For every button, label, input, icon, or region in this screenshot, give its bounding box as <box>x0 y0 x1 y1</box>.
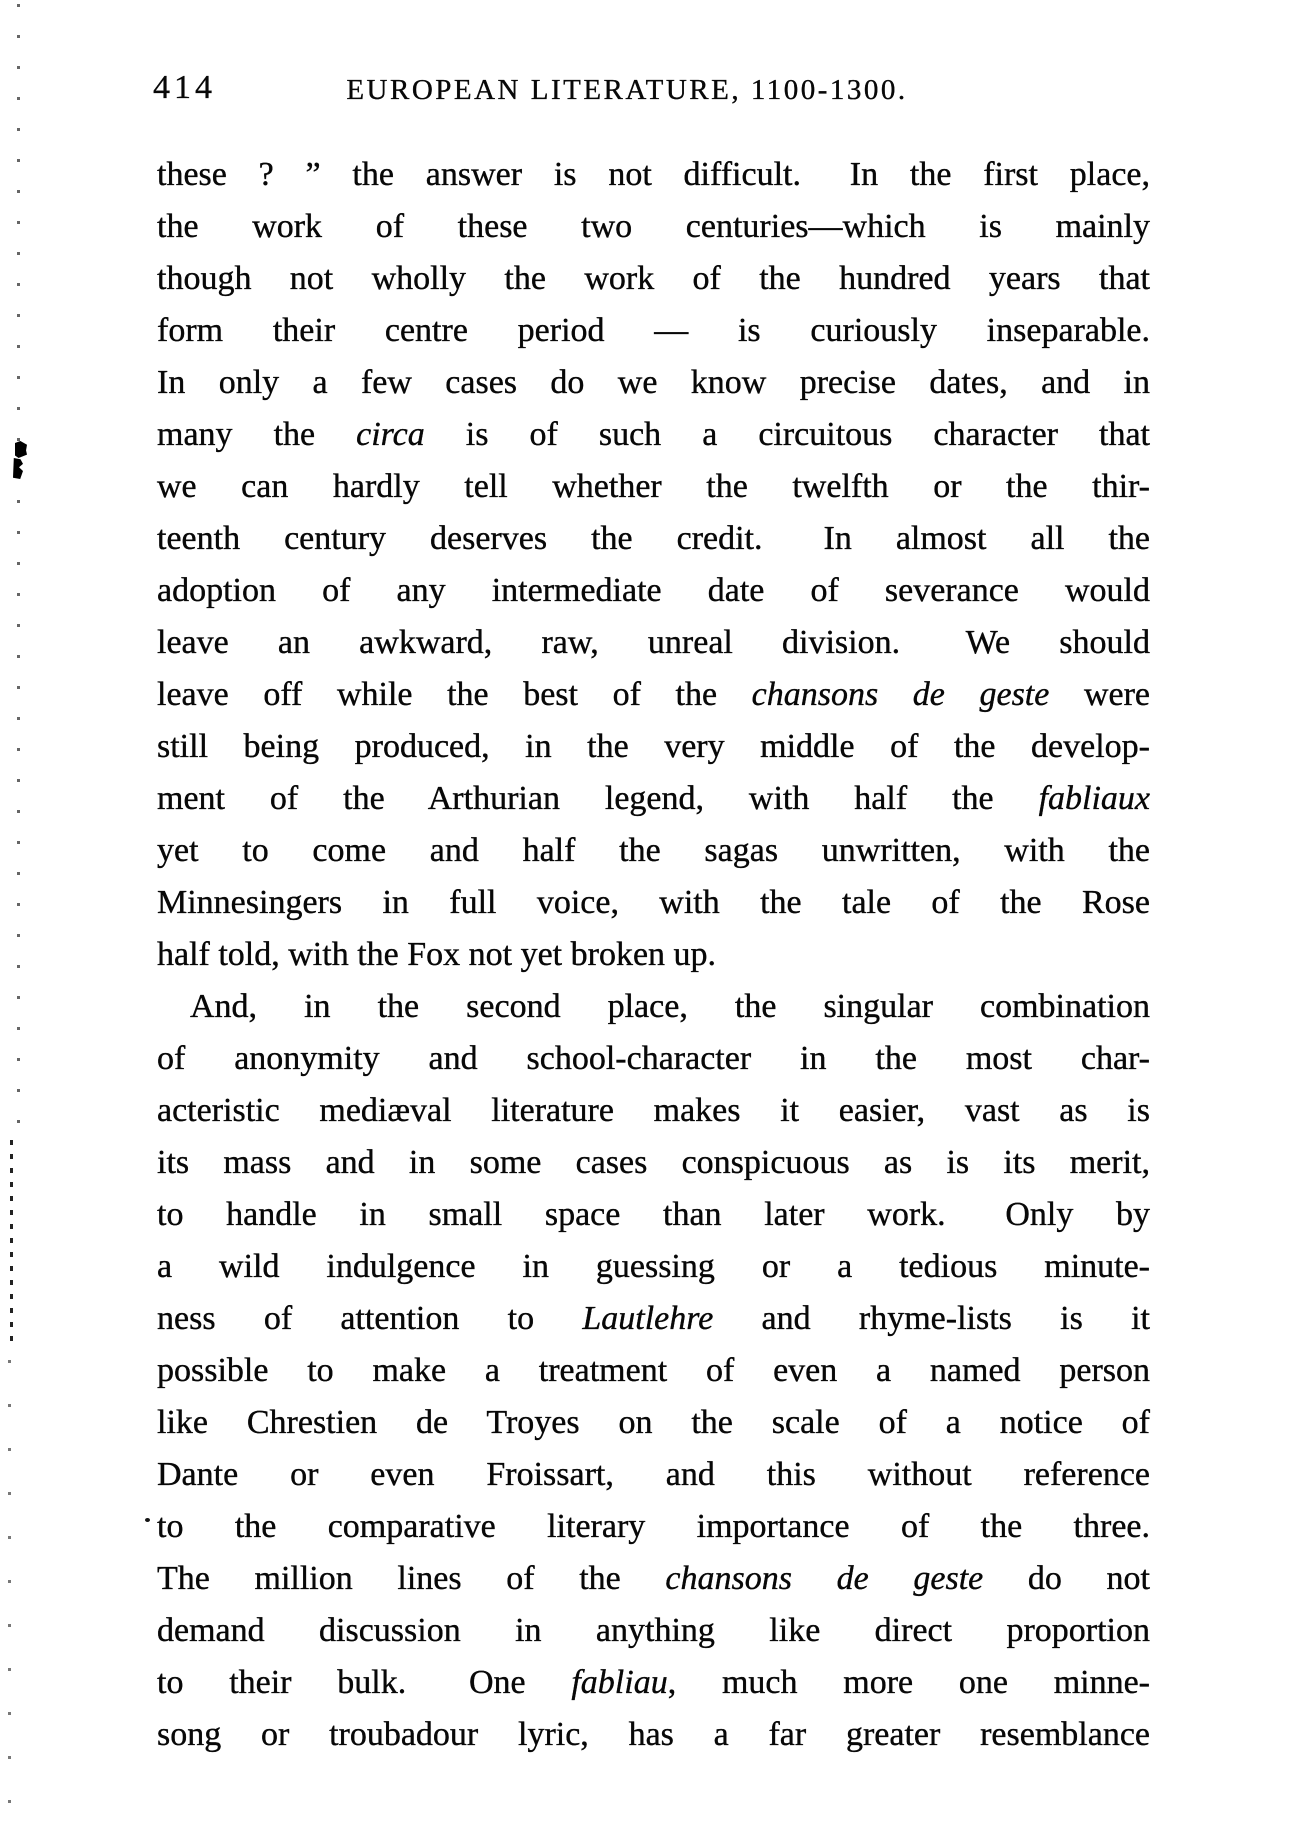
text-line <box>157 1553 1150 1605</box>
text-segment: demand discussion in anything like direct proportion <box>157 1612 1150 1649</box>
text-segment: half told, with the Fox not yet broken up. <box>157 936 717 973</box>
italic-text: fabliau <box>571 1664 668 1701</box>
text-line <box>157 669 1150 721</box>
text-line <box>157 461 1150 513</box>
text-line <box>157 1085 1150 1137</box>
text-line <box>157 409 1150 461</box>
paragraph <box>157 981 1150 1761</box>
text-line <box>157 1605 1150 1657</box>
text-segment: to the comparative literary importance of the three. <box>157 1508 1150 1545</box>
text-segment: Minnesingers in full voice, with the tale of the Rose <box>157 884 1150 921</box>
text-line <box>157 1189 1150 1241</box>
text-segment: teenth century deserves the credit. In almost all the <box>157 520 1150 557</box>
text-line <box>157 1501 1150 1553</box>
text-segment: still being produced, in the very middle of the develop- <box>157 728 1150 765</box>
text-line <box>157 1137 1150 1189</box>
text-segment: the work of these two centuries—which is mainly <box>157 208 1150 245</box>
text-line <box>157 1293 1150 1345</box>
scan-edge-dots-top <box>17 4 20 1144</box>
text-segment: leave off while the best of the <box>157 676 752 713</box>
text-line <box>157 253 1150 305</box>
text-line <box>157 721 1150 773</box>
italic-text: chansons de geste <box>751 676 1050 713</box>
page-number: 414 <box>153 69 216 106</box>
text-segment: of anonymity and school-character in the most char- <box>157 1040 1150 1077</box>
running-header-title: EUROPEAN LITERATURE, 1100-1300. <box>346 74 908 106</box>
italic-text: Lautlehre <box>582 1300 714 1337</box>
text-segment: a wild indulgence in guessing or a tedious minute- <box>157 1248 1150 1285</box>
text-segment: like Chrestien de Troyes on the scale of a notice of <box>157 1404 1150 1441</box>
text-segment: is of such a circuitous character that <box>424 416 1150 453</box>
text-segment: adoption of any intermediate date of severance would <box>157 572 1150 609</box>
text-line <box>157 149 1150 201</box>
text-line <box>157 1709 1150 1761</box>
text-line <box>157 305 1150 357</box>
text-segment: these ? ” the answer is not difficult. In the first place, <box>157 156 1150 193</box>
text-line <box>157 929 1150 981</box>
text-segment: , much more one minne- <box>667 1664 1151 1701</box>
italic-text: circa <box>356 416 425 453</box>
text-segment: song or troubadour lyric, has a far greater resemblance <box>157 1716 1150 1753</box>
text-line <box>157 981 1150 1033</box>
text-line <box>157 1241 1150 1293</box>
text-segment: yet to come and half the sagas unwritten, with the <box>157 832 1150 869</box>
text-segment: form their centre period — is curiously inseparable. <box>157 312 1150 349</box>
text-line <box>157 357 1150 409</box>
text-line <box>157 773 1150 825</box>
page-body <box>157 149 1150 1761</box>
scan-edge-dots-middle <box>10 1140 13 1350</box>
scan-edge-dots-bottom <box>8 1360 11 1820</box>
text-segment: ment of the Arthurian legend, with half the <box>157 780 1039 817</box>
text-segment: Dante or even Froissart, and this without reference <box>157 1456 1150 1493</box>
text-line <box>157 617 1150 669</box>
text-segment: And, in the second place, the singular combination <box>190 988 1150 1025</box>
text-segment: In only a few cases do we know precise dates, and in <box>157 364 1150 401</box>
text-segment: ness of attention to <box>157 1300 583 1337</box>
text-segment: The million lines of the <box>157 1560 666 1597</box>
text-segment: were <box>1049 676 1150 713</box>
margin-ink-mark-lower <box>13 458 23 479</box>
text-line <box>157 825 1150 877</box>
stray-ink-dot <box>145 1518 150 1522</box>
text-segment: many the <box>157 416 357 453</box>
margin-ink-mark-upper <box>15 441 27 458</box>
text-segment: to their bulk. One <box>157 1664 572 1701</box>
text-line <box>157 1397 1150 1449</box>
text-line <box>157 565 1150 617</box>
text-line <box>157 201 1150 253</box>
text-line <box>157 1345 1150 1397</box>
text-segment: though not wholly the work of the hundred years that <box>157 260 1150 297</box>
text-line <box>157 1033 1150 1085</box>
text-line <box>157 1657 1150 1709</box>
text-segment: to handle in small space than later work. Only by <box>157 1196 1150 1233</box>
text-segment: and rhyme-lists is it <box>713 1300 1150 1337</box>
text-segment: possible to make a treatment of even a named person <box>157 1352 1150 1389</box>
text-line <box>157 513 1150 565</box>
paragraph <box>157 149 1150 981</box>
italic-text: fabliaux <box>1038 780 1150 817</box>
text-segment: we can hardly tell whether the twelfth or the thir- <box>157 468 1150 505</box>
text-line <box>157 1449 1150 1501</box>
text-segment: leave an awkward, raw, unreal division. We should <box>157 624 1150 661</box>
text-line <box>157 877 1150 929</box>
italic-text: chansons de geste <box>665 1560 984 1597</box>
text-segment: acteristic mediæval literature makes it easier, vast as is <box>157 1092 1150 1129</box>
text-segment: its mass and in some cases conspicuous as is its merit, <box>157 1144 1150 1181</box>
text-segment: do not <box>983 1560 1150 1597</box>
